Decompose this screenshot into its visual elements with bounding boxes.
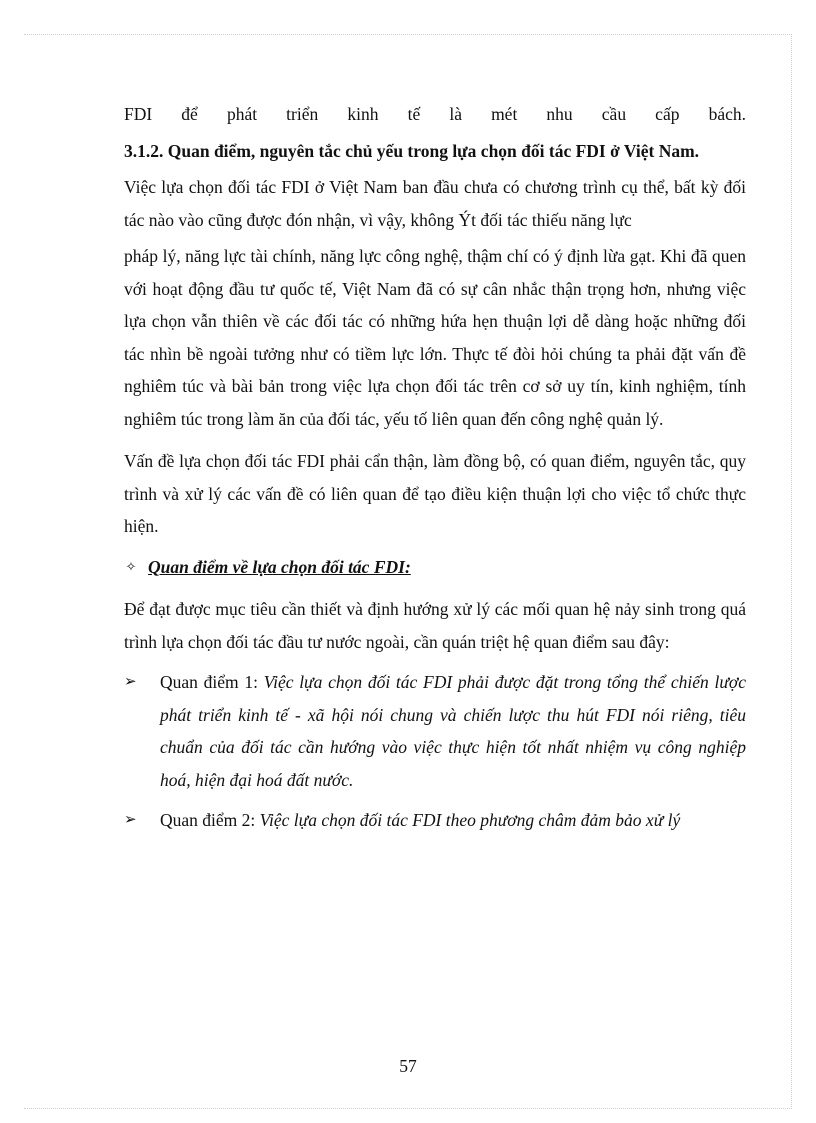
list-item-text: Việc lựa chọn đối tác FDI theo phương châm đảm bảo xử lý <box>259 810 681 830</box>
subheading-text: Quan điểm về lựa chọn đối tác FDI: <box>148 556 411 577</box>
list-item-body <box>160 666 746 796</box>
arrow-bullet-icon: ➢ <box>124 674 137 690</box>
list-item-lead: Quan điểm 2: <box>160 810 260 830</box>
list-item-body <box>160 804 746 837</box>
list-item <box>124 666 746 796</box>
section-heading: 3.1.2. Quan điểm, nguyên tắc chủ yếu trong lựa chọn đối tác FDI ở Việt Nam. <box>124 140 700 161</box>
paragraph-3: Để đạt được mục tiêu cần thiết và định hướng xử lý các mối quan hệ nảy sinh trong quá trình lựa chọn đối tác đầu tư nước ngoài, cần quán triệt hệ quan điểm sau đây: <box>124 599 746 652</box>
list-item-lead: Quan điểm 1: <box>160 672 264 692</box>
paragraph-2: Vấn đề lựa chọn đối tác FDI phải cẩn thận, làm đồng bộ, có quan điểm, nguyên tắc, quy trình và xử lý các vấn đề có liên quan để tạo điều kiện thuận lợi cho việc tổ chức thực hiện. <box>124 451 746 536</box>
paragraph-1-part-a: Việc lựa chọn đối tác FDI ở Việt Nam ban đầu chưa có chương trình cụ thể, bất kỳ đối tác nào vào cũng được đón nhận, vì vậy, không Ýt đối tác thiếu năng lực <box>124 177 746 230</box>
page-content <box>124 98 746 837</box>
arrow-bullet-icon: ➢ <box>124 812 137 828</box>
paragraph-1-part-b: pháp lý, năng lực tài chính, năng lực công nghệ, thậm chí có ý định lừa gạt. Khi đã quen với hoạt động đầu tư quốc tế, Việt Nam đã có sự cân nhắc thận trọng hơn, nhưng việc lựa chọn vẫn thiên về các đối tác có những hứa hẹn thuận lợi dễ dàng hoặc những đối tác nhìn bề ngoài tưởng như có tiềm lực lớn. Thực tế đòi hỏi chúng ta phải đặt vấn đề nghiêm túc và bài bản trong việc lựa chọn đối tác trên cơ sở uy tín, kinh nghiệm, tính nghiêm túc trong làm ăn của đối tác, yếu tố liên quan đến công nghệ quản lý. <box>124 246 746 429</box>
subheading <box>124 551 746 584</box>
list-item-text: Việc lựa chọn đối tác FDI phải được đặt trong tổng thể chiến lược phát triển kinh tế - xã hội nói chung và chiến lược thu hút FDI nói riêng, tiêu chuẩn của đối tác cần hướng vào việc thực hiện tốt nhất nhiệm vụ công nghiệp hoá, hiện đại hoá đất nước. <box>160 672 746 790</box>
diamond-bullet-icon: ✧ <box>125 558 137 574</box>
page-number: 57 <box>399 1056 417 1076</box>
list-item <box>124 804 746 837</box>
continuation-line: FDI để phát triển kinh tế là mét nhu cầu cấp bách. <box>124 104 746 124</box>
